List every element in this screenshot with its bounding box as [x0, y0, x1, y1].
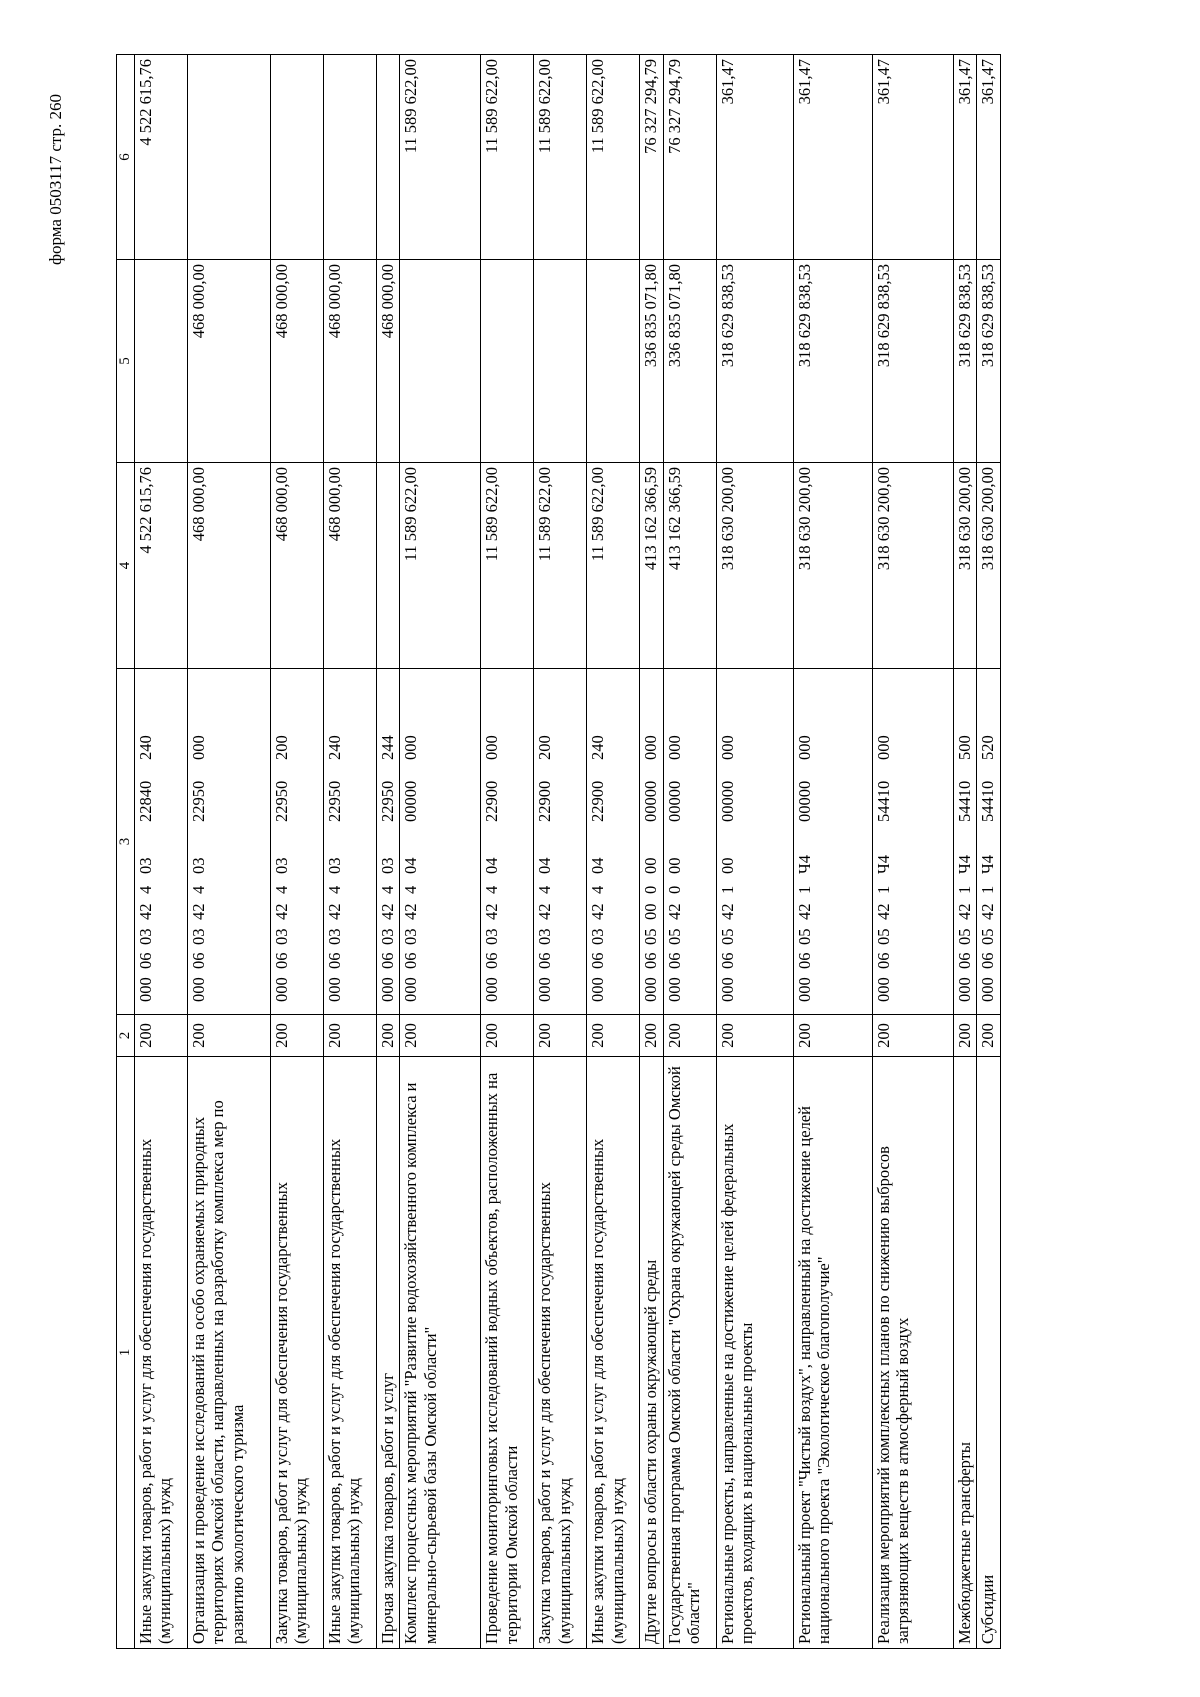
row-name: Прочая закупка товаров, работ и услуг	[377, 1057, 400, 1649]
budget-code-part: 03	[189, 857, 208, 874]
budget-code-part: 04	[588, 857, 608, 874]
row-budget-code	[534, 669, 587, 1015]
budget-code-part: 42	[535, 903, 555, 920]
budget-code-part: 42	[325, 903, 344, 920]
budget-code-part: 00	[717, 857, 737, 874]
row-budget-code	[793, 669, 872, 1015]
budget-code-part: 05	[641, 928, 661, 945]
budget-code-part: 03	[535, 928, 555, 945]
row-executed-amount: 318 629 838,53	[793, 260, 872, 463]
budget-code-part: 22900	[482, 780, 502, 822]
row-unexecuted-amount	[188, 55, 271, 260]
row-line-code: 200	[324, 1015, 377, 1057]
column-header-3: 3	[117, 669, 135, 1015]
budget-code-part: 22950	[325, 780, 344, 822]
row-budget-code	[188, 669, 271, 1015]
budget-code-part: 22950	[272, 780, 291, 822]
budget-code-part: 06	[535, 952, 555, 969]
row-unexecuted-amount: 11 589 622,00	[534, 55, 587, 260]
budget-code-part: 000	[189, 735, 208, 760]
row-unexecuted-amount: 11 589 622,00	[481, 55, 534, 260]
row-executed-amount: 468 000,00	[324, 260, 377, 463]
table-row	[377, 55, 400, 1649]
row-executed-amount: 468 000,00	[377, 260, 400, 463]
budget-code-part: 0	[641, 885, 661, 894]
budget-code-part: 03	[378, 857, 397, 874]
table-row	[481, 55, 534, 1649]
budget-code-part: 05	[664, 928, 684, 945]
row-budget-code	[716, 669, 793, 1015]
row-unexecuted-amount: 76 327 294,79	[663, 55, 716, 260]
row-executed-amount	[587, 260, 640, 463]
table-row	[716, 55, 793, 1649]
budget-code-part: 240	[588, 735, 608, 760]
budget-code-part: 000	[378, 977, 397, 1002]
table-row	[793, 55, 872, 1649]
budget-code-part: 1	[717, 885, 737, 894]
row-executed-amount	[481, 260, 534, 463]
row-approved-amount: 11 589 622,00	[534, 463, 587, 669]
row-budget-code	[481, 669, 534, 1015]
row-budget-code	[977, 669, 1000, 1015]
row-line-code: 200	[953, 1015, 976, 1057]
row-unexecuted-amount	[377, 55, 400, 260]
table-body	[135, 55, 1001, 1649]
row-approved-amount: 11 589 622,00	[587, 463, 640, 669]
budget-code-part: 00000	[641, 780, 661, 822]
budget-code-part: 04	[535, 857, 555, 874]
row-budget-code	[872, 669, 953, 1015]
budget-code-part: 200	[272, 735, 291, 760]
column-header-4: 4	[117, 463, 135, 669]
row-name: Государственная программа Омской области "Охрана окружающей среды Омской области"	[663, 1057, 716, 1649]
row-approved-amount: 318 630 200,00	[872, 463, 953, 669]
budget-code-part: 1	[794, 885, 814, 894]
row-executed-amount: 336 835 071,80	[663, 260, 716, 463]
row-name: Иные закупки товаров, работ и услуг для обеспечения государственных (муниципальных) нужд	[324, 1057, 377, 1649]
row-executed-amount: 468 000,00	[271, 260, 324, 463]
row-unexecuted-amount: 361,47	[872, 55, 953, 260]
row-budget-code	[400, 669, 481, 1015]
budget-code-part: 00	[641, 903, 661, 920]
budget-code-part: 4	[378, 885, 397, 894]
budget-code-part: 06	[641, 952, 661, 969]
row-line-code: 200	[640, 1015, 663, 1057]
budget-code-part: 000	[717, 735, 737, 760]
row-approved-amount: 318 630 200,00	[977, 463, 1000, 669]
column-header-5: 5	[117, 260, 135, 463]
budget-code-part: 05	[717, 928, 737, 945]
budget-code-part: 4	[272, 885, 291, 894]
budget-code-part: 000	[978, 977, 998, 1002]
budget-code-part: 000	[136, 977, 155, 1002]
budget-code-part: 42	[664, 903, 684, 920]
budget-code-part: 42	[978, 903, 998, 920]
budget-code-part: 000	[482, 977, 502, 1002]
row-line-code: 200	[663, 1015, 716, 1057]
budget-code-part: 000	[794, 735, 814, 760]
budget-code-part: 05	[978, 928, 998, 945]
budget-code-part: 42	[378, 903, 397, 920]
budget-code-part: 42	[189, 903, 208, 920]
row-name: Закупка товаров, работ и услуг для обеспечения государственных (муниципальных) нужд	[534, 1057, 587, 1649]
row-budget-code	[663, 669, 716, 1015]
budget-code-part: 06	[664, 952, 684, 969]
row-budget-code	[324, 669, 377, 1015]
column-header-2: 2	[117, 1015, 135, 1057]
table-row	[640, 55, 663, 1649]
budget-code-part: 54410	[873, 780, 893, 822]
budget-code-part: 42	[272, 903, 291, 920]
budget-code-part: 000	[272, 977, 291, 1002]
form-label: форма 0503117 стр. 260	[46, 94, 65, 265]
budget-code-part: 04	[401, 857, 421, 874]
row-line-code: 200	[135, 1015, 188, 1057]
budget-code-part: Ч4	[954, 855, 974, 874]
budget-code-part: 06	[873, 952, 893, 969]
budget-code-part: 1	[873, 885, 893, 894]
row-executed-amount: 468 000,00	[188, 260, 271, 463]
row-executed-amount: 318 629 838,53	[716, 260, 793, 463]
row-unexecuted-amount: 361,47	[953, 55, 976, 260]
budget-code-part: 4	[136, 885, 155, 894]
budget-code-part: 000	[482, 735, 502, 760]
row-name: Комплекс процессных мероприятий "Развитие водохозяйственного комплекса и минерально-сырьевой базы Омской области"	[400, 1057, 481, 1649]
budget-code-part: 000	[401, 977, 421, 1002]
budget-code-part: 06	[272, 952, 291, 969]
row-executed-amount: 318 629 838,53	[977, 260, 1000, 463]
budget-code-part: 00000	[401, 780, 421, 822]
budget-code-part: 000	[401, 735, 421, 760]
budget-code-part: 06	[482, 952, 502, 969]
table-row	[872, 55, 953, 1649]
budget-code-part: 06	[378, 952, 397, 969]
row-unexecuted-amount	[324, 55, 377, 260]
column-header-6: 6	[117, 55, 135, 260]
budget-code-part: 4	[401, 885, 421, 894]
budget-code-part: 04	[482, 857, 502, 874]
row-budget-code	[953, 669, 976, 1015]
budget-code-part: 42	[136, 903, 155, 920]
table-row	[188, 55, 271, 1649]
row-budget-code	[135, 669, 188, 1015]
budget-code-part: 000	[641, 977, 661, 1002]
budget-code-part: 000	[794, 977, 814, 1002]
budget-code-part: 03	[482, 928, 502, 945]
table-row	[977, 55, 1000, 1649]
budget-code-part: 1	[978, 885, 998, 894]
budget-code-part: 42	[588, 903, 608, 920]
budget-code-part: 22900	[588, 780, 608, 822]
budget-code-part: 4	[588, 885, 608, 894]
row-executed-amount: 318 629 838,53	[953, 260, 976, 463]
row-unexecuted-amount: 361,47	[716, 55, 793, 260]
budget-code-part: 000	[664, 977, 684, 1002]
row-line-code: 200	[188, 1015, 271, 1057]
budget-code-part: 000	[873, 977, 893, 1002]
row-budget-code	[271, 669, 324, 1015]
row-name: Межбюджетные трансферты	[953, 1057, 976, 1649]
row-executed-amount	[400, 260, 481, 463]
row-name: Региональный проект "Чистый воздух", направленный на достижение целей национального проекта "Экологическое благополучие"	[793, 1057, 872, 1649]
budget-code-part: 06	[401, 952, 421, 969]
row-approved-amount	[377, 463, 400, 669]
budget-code-part: 03	[325, 928, 344, 945]
row-approved-amount: 318 630 200,00	[953, 463, 976, 669]
budget-code-part: 520	[978, 735, 998, 760]
budget-code-part: 22900	[535, 780, 555, 822]
row-line-code: 200	[481, 1015, 534, 1057]
header-row	[117, 55, 135, 1649]
row-name: Иные закупки товаров, работ и услуг для обеспечения государственных (муниципальных) нужд	[587, 1057, 640, 1649]
row-executed-amount: 336 835 071,80	[640, 260, 663, 463]
row-approved-amount: 11 589 622,00	[400, 463, 481, 669]
row-line-code: 200	[400, 1015, 481, 1057]
budget-code-part: 4	[189, 885, 208, 894]
budget-code-part: 03	[136, 928, 155, 945]
budget-code-part: 03	[588, 928, 608, 945]
row-name: Региональные проекты, направленные на достижение целей федеральных проектов, входящих в национальные проекты	[716, 1057, 793, 1649]
budget-code-part: 06	[978, 952, 998, 969]
budget-code-part: 4	[535, 885, 555, 894]
row-unexecuted-amount: 11 589 622,00	[400, 55, 481, 260]
budget-code-part: 00	[641, 857, 661, 874]
report-table	[116, 54, 1001, 1649]
budget-code-part: 06	[136, 952, 155, 969]
table-row	[135, 55, 188, 1649]
row-approved-amount: 318 630 200,00	[793, 463, 872, 669]
column-header-1: 1	[117, 1057, 135, 1649]
row-name: Закупка товаров, работ и услуг для обеспечения государственных (муниципальных) нужд	[271, 1057, 324, 1649]
budget-code-part: 06	[588, 952, 608, 969]
budget-code-part: 06	[717, 952, 737, 969]
row-line-code: 200	[716, 1015, 793, 1057]
table-row	[953, 55, 976, 1649]
table-row	[324, 55, 377, 1649]
budget-code-part: 06	[794, 952, 814, 969]
budget-code-part: 000	[325, 977, 344, 1002]
budget-code-part: 00000	[717, 780, 737, 822]
budget-code-part: 22950	[189, 780, 208, 822]
budget-code-part: 42	[794, 903, 814, 920]
budget-code-part: 1	[954, 885, 974, 894]
row-unexecuted-amount: 11 589 622,00	[587, 55, 640, 260]
row-line-code: 200	[587, 1015, 640, 1057]
table-row	[400, 55, 481, 1649]
row-name: Реализация мероприятий комплексных планов по снижению выбросов загрязняющих веществ в атмосферный воздух	[872, 1057, 953, 1649]
row-approved-amount: 4 522 615,76	[135, 463, 188, 669]
row-line-code: 200	[793, 1015, 872, 1057]
row-approved-amount: 468 000,00	[271, 463, 324, 669]
row-name: Проведение мониторинговых исследований водных объектов, расположенных на территории Омской области	[481, 1057, 534, 1649]
row-name: Другие вопросы в области охраны окружающей среды	[640, 1057, 663, 1649]
row-unexecuted-amount: 361,47	[977, 55, 1000, 260]
table-row	[587, 55, 640, 1649]
budget-code-part: 000	[664, 735, 684, 760]
budget-code-part: 03	[325, 857, 344, 874]
budget-code-part: 200	[535, 735, 555, 760]
table-row	[271, 55, 324, 1649]
budget-code-part: 240	[136, 735, 155, 760]
budget-code-part: 03	[136, 857, 155, 874]
row-name: Субсидии	[977, 1057, 1000, 1649]
budget-code-part: 42	[482, 903, 502, 920]
budget-code-part: 03	[272, 857, 291, 874]
row-budget-code	[377, 669, 400, 1015]
budget-code-part: 240	[325, 735, 344, 760]
budget-code-part: 06	[325, 952, 344, 969]
budget-code-part: 4	[325, 885, 344, 894]
budget-code-part: 000	[717, 977, 737, 1002]
budget-code-part: 03	[401, 928, 421, 945]
budget-code-part: 000	[535, 977, 555, 1002]
budget-code-part: Ч4	[794, 855, 814, 874]
budget-code-part: 500	[954, 735, 974, 760]
budget-code-part: 000	[588, 977, 608, 1002]
row-unexecuted-amount: 76 327 294,79	[640, 55, 663, 260]
budget-code-part: 06	[189, 952, 208, 969]
budget-code-part: 05	[954, 928, 974, 945]
row-executed-amount	[534, 260, 587, 463]
row-name: Иные закупки товаров, работ и услуг для обеспечения государственных (муниципальных) нужд	[135, 1057, 188, 1649]
budget-code-part: 03	[189, 928, 208, 945]
budget-code-part: 00	[664, 857, 684, 874]
table-row	[663, 55, 716, 1649]
row-line-code: 200	[977, 1015, 1000, 1057]
row-line-code: 200	[271, 1015, 324, 1057]
row-approved-amount: 468 000,00	[188, 463, 271, 669]
row-approved-amount: 468 000,00	[324, 463, 377, 669]
row-name: Организация и проведение исследований на особо охраняемых природных территориях Омской области, направленных на разработку комплекса мер по развитию экологического туризма	[188, 1057, 271, 1649]
budget-code-part: 42	[401, 903, 421, 920]
row-budget-code	[587, 669, 640, 1015]
budget-code-part: 00000	[664, 780, 684, 822]
budget-code-part: Ч4	[873, 855, 893, 874]
row-executed-amount	[135, 260, 188, 463]
row-executed-amount: 318 629 838,53	[872, 260, 953, 463]
budget-code-part: 00000	[794, 780, 814, 822]
budget-code-part: 000	[189, 977, 208, 1002]
row-approved-amount: 318 630 200,00	[716, 463, 793, 669]
row-line-code: 200	[377, 1015, 400, 1057]
row-unexecuted-amount: 361,47	[793, 55, 872, 260]
row-approved-amount: 413 162 366,59	[663, 463, 716, 669]
row-unexecuted-amount	[271, 55, 324, 260]
budget-code-part: 244	[378, 735, 397, 760]
budget-code-part: 06	[954, 952, 974, 969]
budget-code-part: 42	[954, 903, 974, 920]
budget-code-part: 0	[664, 885, 684, 894]
budget-code-part: 42	[873, 903, 893, 920]
row-line-code: 200	[872, 1015, 953, 1057]
row-approved-amount: 11 589 622,00	[481, 463, 534, 669]
budget-code-part: 4	[482, 885, 502, 894]
budget-code-part: 000	[954, 977, 974, 1002]
budget-code-part: 42	[717, 903, 737, 920]
budget-code-part: 22840	[136, 780, 155, 822]
row-budget-code	[640, 669, 663, 1015]
budget-code-part: 05	[794, 928, 814, 945]
table-row	[534, 55, 587, 1649]
budget-code-part: 54410	[954, 780, 974, 822]
budget-code-part: 05	[873, 928, 893, 945]
row-line-code: 200	[534, 1015, 587, 1057]
budget-code-part: 03	[272, 928, 291, 945]
budget-code-part: Ч4	[978, 855, 998, 874]
budget-code-part: 54410	[978, 780, 998, 822]
row-approved-amount: 413 162 366,59	[640, 463, 663, 669]
budget-code-part: 000	[873, 735, 893, 760]
budget-code-part: 22950	[378, 780, 397, 822]
budget-code-part: 03	[378, 928, 397, 945]
budget-code-part: 000	[641, 735, 661, 760]
row-unexecuted-amount: 4 522 615,76	[135, 55, 188, 260]
